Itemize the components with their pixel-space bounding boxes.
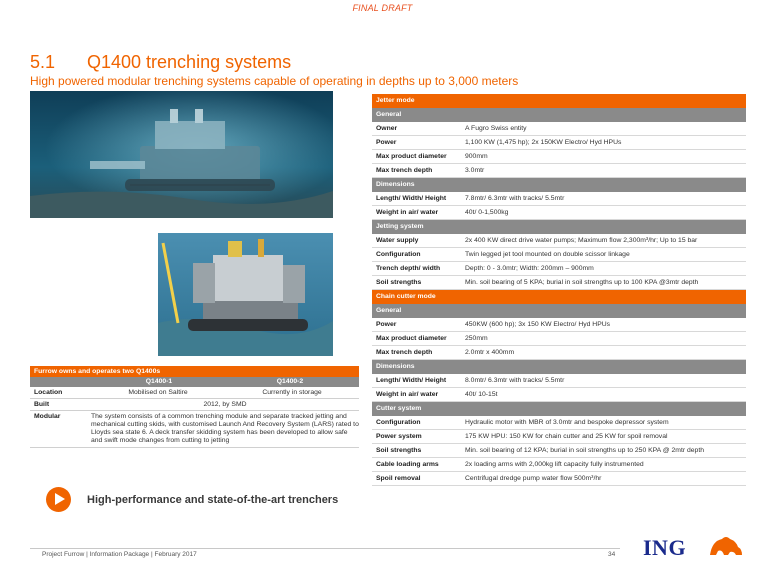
table-row: [372, 346, 746, 360]
table-row: [372, 374, 746, 388]
spec-section-heading: General: [372, 304, 746, 318]
table-row: [372, 430, 746, 444]
table-row: [372, 262, 746, 276]
table-row: [30, 399, 359, 411]
page-title: [30, 52, 291, 73]
spec-value: A Fugro Swiss entity: [465, 125, 527, 132]
spec-label: Max trench depth: [376, 167, 433, 174]
footer-text: Project Furrow | Information Package | February 2017: [42, 551, 197, 558]
spec-section-heading: Jetting system: [372, 220, 746, 234]
table-row: [372, 206, 746, 220]
cell-value: 2012, by SMD: [203, 401, 247, 408]
table-row: [372, 388, 746, 402]
table-row: [372, 122, 746, 136]
ing-logo: ING: [643, 535, 687, 560]
spec-label: Soil strengths: [376, 279, 422, 286]
spec-value: 2x loading arms with 2,000kg lift capacity fully instrumented: [465, 461, 644, 468]
table-row: [30, 387, 359, 399]
spec-value: 40t/ 10-15t: [465, 391, 498, 398]
spec-label: Max trench depth: [376, 349, 433, 356]
spec-label: Cable loading arms: [376, 461, 439, 468]
row-label: Modular: [34, 413, 61, 420]
spec-section-heading: General: [372, 108, 746, 122]
cta-text: High-performance and state-of-the-art trenchers: [87, 493, 339, 506]
title-text: Q1400 trenching systems: [87, 52, 292, 72]
table-row: [372, 276, 746, 290]
column-header-empty: [30, 377, 97, 387]
spec-value: 7.8mtr/ 6.3mtr with tracks/ 5.5mtr: [465, 195, 565, 202]
fleet-table-heading: Furrow owns and operates two Q1400s: [30, 366, 359, 377]
spec-value: 2.0mtr x 400mm: [465, 349, 515, 356]
table-row: [372, 444, 746, 458]
spec-value: Hydraulic motor with MBR of 3.0mtr and bespoke depressor system: [465, 419, 669, 426]
table-row: [372, 192, 746, 206]
spec-label: Weight in air/ water: [376, 391, 439, 398]
spec-label: Trench depth/ width: [376, 265, 441, 272]
trencher-deck-photo: [158, 233, 333, 356]
spec-label: Configuration: [376, 251, 421, 258]
page-number: 34: [608, 551, 616, 558]
spec-value: 175 KW HPU: 150 KW for chain cutter and 25 KW for spoil removal: [465, 433, 668, 440]
jetter-mode-heading: Jetter mode: [372, 94, 746, 108]
column-header-q1400-1: Q1400-1: [145, 378, 173, 385]
spec-value: 1,100 KW (1,475 hp); 2x 150KW Electro/ Hyd HPUs: [465, 139, 622, 146]
spec-label: Length/ Width/ Height: [376, 377, 447, 384]
table-row: [372, 136, 746, 150]
table-row: [372, 458, 746, 472]
row-label: Location: [34, 389, 63, 396]
table-row: [372, 248, 746, 262]
cell-value: The system consists of a common trenching module and separate tracked jetting and mechanical cutting skids, with customised Launch And Recovery System (LARS) rated to Lloyds sea state 6. A deck transfer skidding system has been developed to allow safe and swift mode changes from cutting to jetting: [91, 413, 359, 444]
spec-label: Spoil removal: [376, 475, 421, 482]
spec-label: Owner: [376, 125, 398, 132]
table-row: [372, 234, 746, 248]
cell-value: Currently in storage: [262, 389, 322, 396]
column-header-q1400-2: Q1400-2: [276, 378, 304, 385]
row-label: Built: [34, 401, 50, 408]
spec-value: 450KW (600 hp); 3x 150 KW Electro/ Hyd HPUs: [465, 321, 611, 328]
cell-value: Mobilised on Saltire: [128, 389, 188, 396]
fleet-table-header-row: [30, 377, 359, 387]
spec-value: 2x 400 KW direct drive water pumps; Maximum flow 2,300m³/hr; Up to 15 bar: [465, 237, 698, 244]
play-icon[interactable]: [46, 487, 71, 512]
spec-value: Centrifugal dredge pump water flow 500m³/hr: [465, 475, 602, 482]
spec-section-heading: Dimensions: [372, 178, 746, 192]
page-subtitle: High powered modular trenching systems capable of operating in depths up to 3,000 meters: [30, 74, 519, 88]
video-cta[interactable]: [46, 487, 338, 512]
spec-value: Depth: 0 - 3.0mtr; Width: 200mm – 900mm: [465, 265, 594, 272]
spec-value: 8.0mtr/ 6.3mtr with tracks/ 5.5mtr: [465, 377, 565, 384]
spec-label: Max product diameter: [376, 335, 447, 342]
spec-value: Min. soil bearing of 5 KPA; burial in soil strengths up to 100 KPA @3mtr depth: [465, 279, 699, 286]
table-row: [372, 150, 746, 164]
spec-value: 250mm: [465, 335, 488, 342]
spec-label: Max product diameter: [376, 153, 447, 160]
spec-section-heading: Cutter system: [372, 402, 746, 416]
trencher-underwater-photo: [30, 91, 333, 218]
spec-label: Power: [376, 139, 397, 146]
spec-label: Soil strengths: [376, 447, 422, 454]
table-row: [372, 164, 746, 178]
table-row: [372, 416, 746, 430]
specifications-table: [372, 94, 746, 486]
spec-value: 900mm: [465, 153, 488, 160]
chain-mode-heading: Chain cutter mode: [372, 290, 746, 304]
spec-value: Min. soil bearing of 12 KPA; burial in soil strengths up to 250 KPA @ 2mtr depth: [465, 447, 705, 454]
spec-label: Configuration: [376, 419, 421, 426]
section-number: 5.1: [30, 52, 56, 72]
spec-label: Water supply: [376, 237, 419, 244]
spec-label: Power: [376, 321, 397, 328]
spec-value: 40t/ 0-1,500kg: [465, 209, 509, 216]
table-row: [372, 332, 746, 346]
q1400-fleet-table: [30, 366, 359, 448]
spec-value: Twin legged jet tool mounted on double scissor linkage: [465, 251, 630, 258]
lion-icon: [706, 533, 746, 559]
spec-label: Weight in air/ water: [376, 209, 439, 216]
table-row: [30, 411, 359, 448]
spec-section-heading: Dimensions: [372, 360, 746, 374]
table-row: [372, 472, 746, 486]
footer-divider: [30, 548, 620, 549]
spec-label: Length/ Width/ Height: [376, 195, 447, 202]
table-row: [372, 318, 746, 332]
draft-label: FINAL DRAFT: [352, 3, 413, 13]
spec-value: 3.0mtr: [465, 167, 485, 174]
spec-label: Power system: [376, 433, 422, 440]
